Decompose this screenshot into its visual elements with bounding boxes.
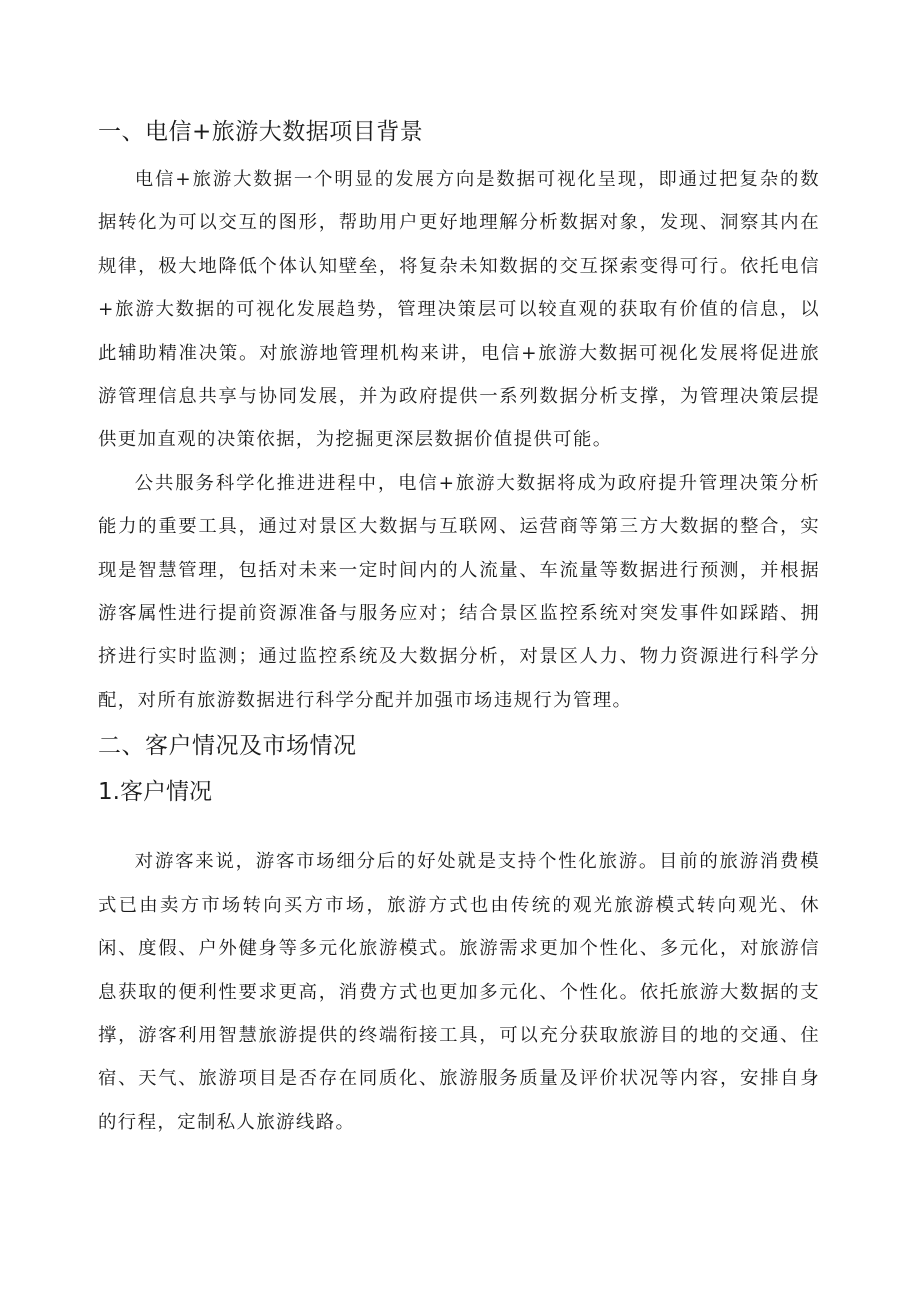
subsection-heading-customers: 1.客户情况: [98, 779, 212, 806]
paragraph-tourists: 对游客来说，游客市场细分后的好处就是支持个性化旅游。目前的旅游消费模式已由卖方市场转向买方市场，旅游方式也由传统的观光旅游模式转向观光、休闲、度假、户外健身等多元化旅游模式。旅游需求更加个性化、多元化，对旅游信息获取的便利性要求更高，消费方式也更加多元化、个性化。依托旅游大数据的支撑，游客利用智慧旅游提供的终端衔接工具，可以充分获取旅游目的地的交通、住宿、天气、旅游项目是否存在同质化、旅游服务质量及评价状况等内容，安排自身的行程，定制私人旅游线路。: [98, 851, 820, 1133]
section-heading-background: 一、电信+旅游大数据项目背景: [98, 119, 424, 145]
section-heading-customers-market: 二、客户情况及市场情况: [98, 733, 357, 760]
document-page: [98, 112, 820, 1144]
paragraph-visualization: 电信+旅游大数据一个明显的发展方向是数据可视化呈现，即通过把复杂的数据转化为可以交互的图形，帮助用户更好地理解分析数据对象，发现、洞察其内在规律，极大地降低个体认知壁垒，将复杂未知数据的交互探索变得可行。依托电信+旅游大数据的可视化发展趋势，管理决策层可以较直观的获取有价值的信息，以此辅助精准决策。对旅游地管理机构来讲，电信+旅游大数据可视化发展将促进旅游管理信息共享与协同发展，并为政府提供一系列数据分析支撑，为管理决策层提供更加直观的决策依据，为挖掘更深层数据价值提供可能。: [98, 169, 820, 451]
paragraph-public-service: 公共服务科学化推进进程中，电信+旅游大数据将成为政府提升管理决策分析能力的重要工具，通过对景区大数据与互联网、运营商等第三方大数据的整合，实现是智慧管理，包括对未来一定时间内的人流量、车流量等数据进行预测，并根据游客属性进行提前资源准备与服务应对；结合景区监控系统对突发事件如踩踏、拥挤进行实时监测；通过监控系统及大数据分析，对景区人力、物力资源进行科学分配，对所有旅游数据进行科学分配并加强市场违规行为管理。: [98, 472, 820, 711]
